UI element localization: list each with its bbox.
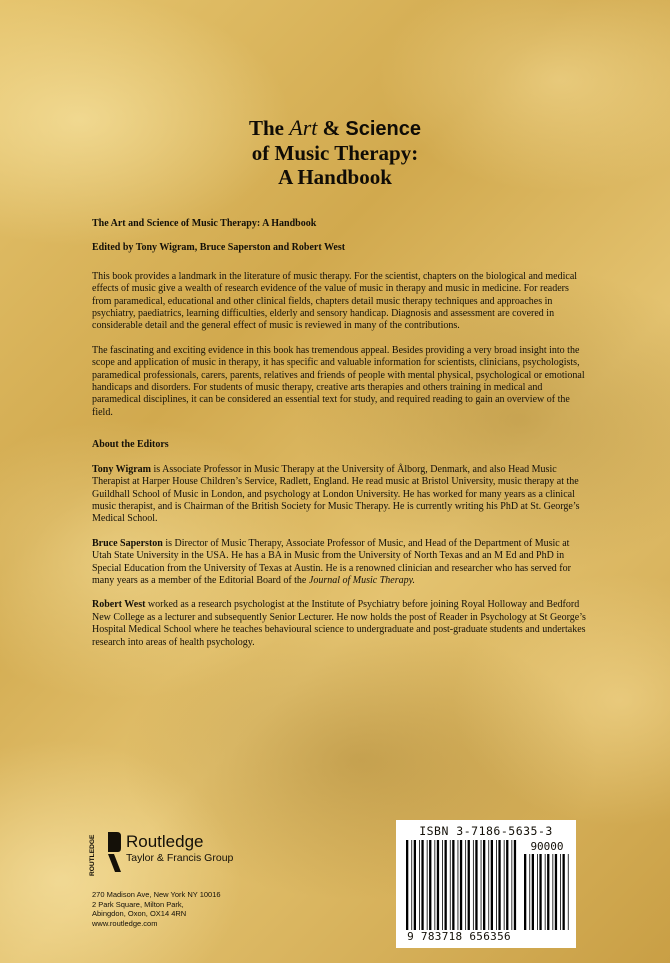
barcode-bar xyxy=(498,840,500,930)
isbn-barcode xyxy=(396,820,576,948)
publisher-name: Routledge xyxy=(126,832,204,851)
barcode-bar xyxy=(458,840,459,930)
barcode-bar xyxy=(532,854,534,930)
barcode-bar xyxy=(506,840,508,930)
editor-name: Robert West xyxy=(92,599,146,611)
editor-bio-text: is Associate Professor in Music Therapy at the University of Ålborg, Denmark, and also Head Music Therapist at Harper House Children’s Service, Radlett, England. He read music at Bristol University, music therapy at the Guildhall School of Music in London, and psychology at London University. He has worked for many years as a clinical music therapist, and is Chairman of the British Society for Music Therapy. He is currently writing his PhD at St. George’s Medical School. xyxy=(92,463,580,525)
title-line-2: of Music Therapy: xyxy=(251,141,419,165)
barcode-bar xyxy=(483,840,485,930)
barcode-bar xyxy=(460,840,462,930)
barcode-bar xyxy=(465,840,466,930)
ean-digits: 9 783718 656356 xyxy=(407,930,511,943)
barcode-bar xyxy=(406,840,408,930)
barcode-bar xyxy=(547,854,549,930)
addon-barcode-bars xyxy=(524,854,570,930)
editor-bio-wigram xyxy=(92,464,586,526)
barcode-bar xyxy=(552,854,553,930)
editor-bio-text: is Director of Music Therapy, Associate Professor of Music, and Head of the Department of Music at Utah State University in the USA. He has a BA in Music from the University of North Texas and an M Ed and PhD in Special Education from the University of Texas at Austin. He is a renowned clinician and researcher who has served for many years as a member of the Editorial Board of the xyxy=(92,537,571,586)
back-cover-text xyxy=(92,218,586,661)
ean-barcode-bars xyxy=(406,840,518,930)
barcode-bar xyxy=(481,840,482,930)
title-art: Art xyxy=(289,115,318,140)
barcode-bar xyxy=(427,840,428,930)
publisher-group: Taylor & Francis Group xyxy=(126,852,234,864)
logo-spine-text: ROUTLEDGE xyxy=(89,834,96,876)
barcode-bar xyxy=(514,840,516,930)
barcode-bar xyxy=(429,840,431,930)
book-title-heading: The Art and Science of Music Therapy: A Handbook xyxy=(92,218,317,229)
barcode-bar xyxy=(445,840,447,930)
title-amp: & xyxy=(322,116,341,140)
editors-line: Edited by Tony Wigram, Bruce Saperston and Robert West xyxy=(92,242,346,254)
barcode-bar xyxy=(434,840,435,930)
editor-name: Tony Wigram xyxy=(92,463,151,475)
barcode-bar xyxy=(568,854,569,930)
barcode-bar xyxy=(473,840,474,930)
title-line-1 xyxy=(0,116,670,141)
title-science: Science xyxy=(345,118,421,140)
barcode-bar xyxy=(537,854,538,930)
barcode-addon-digits: 90000 xyxy=(530,840,564,853)
barcode-bar xyxy=(563,854,565,930)
address-line: 2 Park Square, Milton Park, xyxy=(92,899,184,909)
barcode-bar xyxy=(421,840,423,930)
barcode-bar xyxy=(504,840,505,930)
editor-name: Bruce Saperston xyxy=(92,537,163,549)
publisher-address xyxy=(92,890,288,928)
barcode-bar xyxy=(529,854,530,930)
about-editors-heading: About the Editors xyxy=(92,439,169,451)
isbn-number: ISBN 3-7186-5635-3 xyxy=(419,824,553,838)
publisher-website: www.routledge.com xyxy=(92,918,158,928)
barcode-bar xyxy=(488,840,489,930)
barcode-bar xyxy=(560,854,561,930)
title-the: The xyxy=(249,116,285,140)
address-line: 270 Madison Ave, New York NY 10016 xyxy=(92,890,221,899)
barcode-bar xyxy=(496,840,497,930)
barcode-bar xyxy=(450,840,451,930)
barcode-bar xyxy=(545,854,546,930)
book-title xyxy=(0,116,670,189)
barcode-bar xyxy=(524,854,526,930)
barcode-bar xyxy=(419,840,420,930)
barcode-bar xyxy=(555,854,557,930)
barcode-bar xyxy=(491,840,493,930)
barcode-bar xyxy=(475,840,477,930)
barcode-bar xyxy=(414,840,416,930)
routledge-logo-icon xyxy=(88,830,122,880)
journal-title: Journal of Music Therapy. xyxy=(308,574,415,586)
barcode-bar xyxy=(437,840,439,930)
title-line-3: A Handbook xyxy=(278,165,392,189)
address-line: Abingdon, Oxon, OX14 4RN xyxy=(92,909,187,919)
description-paragraph-2: The fascinating and exciting evidence in this book has tremendous appeal. Besides providing a very broad insight into the scope and application of music in therapy, it has specific and valuable information for scientists, clinicians, psychologists, paramedical professionals, carers, parents, relatives and friends of people with mental physical, psychological or emotional handicaps and disorders. For students of music therapy, creative arts therapies and others training in medical and paramedical disciplines, it can be considered an essential text for study, and required reading to gain an overview of the field. xyxy=(92,344,585,418)
barcode-bar xyxy=(411,840,412,930)
publisher-block xyxy=(88,830,288,928)
barcode-bar xyxy=(511,840,512,930)
editor-bio-west xyxy=(92,599,586,649)
description-paragraph-1: This book provides a landmark in the literature of music therapy. For the scientist, chapters on the biological and medical effects of music give a wealth of research evidence of the value of music in therapy and music in medicine. For readers from paramedical, educational and other clinical fields, chapters detail music therapy techniques and approaches in psychiatry, paediatrics, learning difficulties, elderly and sensory handicap. Diagnosis and assessment are covered in considerable detail and the general effect of music is reviewed in many of the contributions. xyxy=(92,270,578,332)
editor-bio-text: worked as a research psychologist at the Institute of Psychiatry before joining Royal Holloway and Bedford New College as a lecturer and subsequently Senior Lecturer. He now holds the post of Reader in Psychology at St George’s Hospital Medical School where he teaches behavioural science to undergraduate and post-graduate students and undertakes research into areas of health psychology. xyxy=(92,599,586,648)
barcode-bar xyxy=(539,854,541,930)
editor-bio-saperston xyxy=(92,538,586,588)
barcode-bar xyxy=(442,840,443,930)
barcode-bar xyxy=(452,840,454,930)
barcode-bar xyxy=(468,840,470,930)
